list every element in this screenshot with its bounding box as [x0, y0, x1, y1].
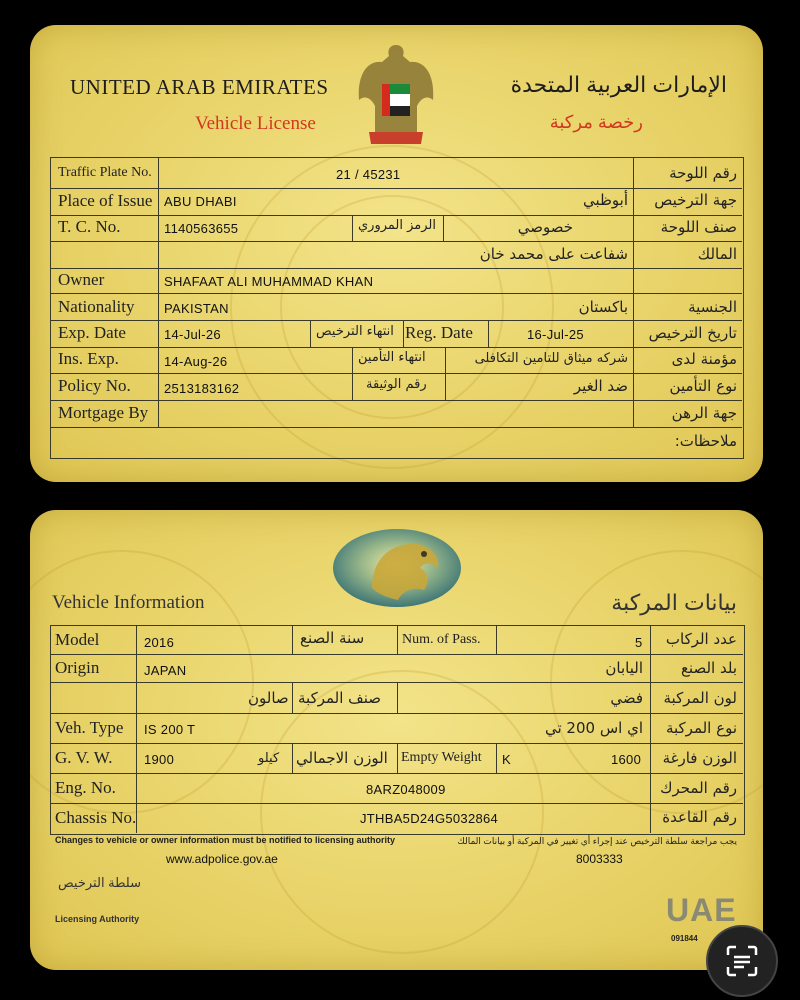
model-year: 2016	[144, 635, 175, 650]
passengers-label-en: Num. of Pass.	[402, 632, 481, 647]
license-front-card	[30, 25, 763, 482]
vehicle-class-label-ar: صنف المركبة	[298, 689, 381, 707]
chassis-label-ar: رقم القاعدة	[662, 808, 737, 826]
empty-weight-unit: K	[502, 752, 511, 767]
gvw-label-en: G. V. W.	[55, 748, 113, 767]
license-title-ar: رخصة مركبة	[549, 112, 643, 132]
gvw-value: 1900	[144, 752, 175, 767]
authority-label-ar: سلطة الترخيص	[58, 875, 141, 890]
chassis-label-en: Chassis No.	[55, 808, 137, 827]
scan-text-button[interactable]	[706, 925, 778, 997]
exp-date: 14-Jul-26	[164, 327, 221, 342]
tc-label-en: T. C. No.	[58, 217, 121, 236]
uae-mark: UAE	[666, 892, 737, 928]
notes-label-ar: ملاحظات:	[674, 432, 737, 450]
plate-label-en: Traffic Plate No.	[58, 165, 152, 180]
plate-class-label-ar: صنف اللوحة	[660, 218, 737, 236]
reg-date-label-en: Reg. Date	[405, 323, 473, 342]
policy-type-ar: ضد الغير	[573, 377, 628, 395]
place-of-issue-ar: أبوظبي	[582, 191, 628, 209]
notice-en: Changes to vehicle or owner information must be notified to licensing authority	[55, 835, 396, 845]
empty-weight-label-en: Empty Weight	[401, 750, 482, 765]
insurer-label-ar: مؤمنة لدى	[671, 350, 737, 368]
place-label-en: Place of Issue	[58, 191, 153, 210]
country-name-ar: الإمارات العربية المتحدة	[510, 72, 727, 97]
manufacture-year-label-ar: سنة الصنع	[300, 629, 365, 647]
insurance-expiry-label-ar: انتهاء التأمين	[358, 350, 426, 365]
passengers-count: 5	[635, 635, 643, 650]
owner-name-en: SHAFAAT ALI MUHAMMAD KHAN	[164, 274, 374, 289]
origin-en: JAPAN	[144, 663, 187, 678]
notice-ar: يجب مراجعة سلطة الترخيص عند إجراء أي تغيير في المركبة أو بيانات المالك	[457, 836, 737, 846]
nationality-en: PAKISTAN	[164, 301, 229, 316]
owner-label-ar: المالك	[697, 245, 737, 263]
origin-label-ar: بلد الصنع	[680, 659, 737, 677]
origin-ar: اليابان	[605, 659, 643, 677]
vehicle-type-en: IS 200 T	[144, 722, 196, 737]
engine-label-ar: رقم المحرك	[660, 779, 737, 797]
nationality-label-ar: الجنسية	[688, 298, 737, 316]
vehicle-color-ar: فضي	[610, 689, 643, 707]
vehicle-type-ar: اي اس 200 تي	[544, 719, 643, 737]
plate-class-ar: خصوصي	[517, 218, 573, 236]
license-expiry-label-ar: انتهاء الترخيص	[316, 324, 394, 339]
policy-number-label-ar: رقم الوثيقة	[366, 377, 427, 392]
section-title-ar: بيانات المركبة	[611, 590, 737, 615]
tc-number: 1140563655	[164, 221, 239, 236]
falcon-hologram-icon	[332, 528, 462, 608]
ins-exp-label-en: Ins. Exp.	[58, 349, 119, 368]
gross-weight-label-ar: الوزن الاجمالي	[296, 749, 388, 767]
plate-label-ar: رقم اللوحة	[669, 164, 737, 182]
owner-name-ar: شفاعت على محمد خان	[479, 245, 628, 263]
license-back-card	[30, 510, 763, 970]
empty-weight-label-ar: الوزن فارغة	[662, 749, 737, 767]
engine-label-en: Eng. No.	[55, 778, 116, 797]
chassis-number: JTHBA5D24G5032864	[360, 811, 499, 826]
scan-text-icon	[708, 927, 776, 995]
nationality-ar: باكستان	[578, 298, 628, 316]
empty-weight-value: 1600	[611, 752, 642, 767]
model-label-en: Model	[55, 630, 100, 649]
passengers-label-ar: عدد الركاب	[665, 630, 737, 648]
place-label-ar: جهة الترخيص	[654, 191, 737, 209]
license-title-en: Vehicle License	[195, 113, 316, 134]
exp-date-label-en: Exp. Date	[58, 323, 126, 342]
reg-date: 16-Jul-25	[527, 327, 584, 342]
reg-date-label-ar: تاريخ الترخيص	[648, 324, 737, 342]
policy-type-label-ar: نوع التأمين	[669, 377, 737, 395]
policy-number: 2513183162	[164, 381, 240, 396]
vehicle-type-label-ar: نوع المركبة	[665, 719, 737, 737]
card-serial: 091844	[671, 934, 698, 943]
place-of-issue-en: ABU DHABI	[164, 194, 237, 209]
engine-number: 8ARZ048009	[366, 782, 446, 797]
website-link[interactable]: www.adpolice.gov.ae	[166, 852, 278, 866]
traffic-code-label-ar: الرمز المروري	[358, 218, 437, 233]
vehicle-color-label-ar: لون المركبة	[663, 689, 737, 707]
gvw-unit-ar: كيلو	[258, 751, 280, 766]
phone-number: 8003333	[576, 852, 623, 866]
owner-label-en: Owner	[58, 270, 105, 289]
insurer-ar: شركه ميثاق للتامين التكافلى	[474, 351, 628, 366]
section-title-en: Vehicle Information	[52, 592, 205, 613]
ins-exp-date: 14-Aug-26	[164, 354, 228, 369]
nationality-label-en: Nationality	[58, 297, 135, 316]
origin-label-en: Origin	[55, 658, 100, 677]
license-table	[50, 157, 744, 459]
mortgage-label-en: Mortgage By	[58, 403, 149, 422]
mortgage-label-ar: جهة الرهن	[671, 404, 737, 422]
country-name-en: UNITED ARAB EMIRATES	[70, 75, 329, 99]
uae-emblem-icon	[355, 40, 437, 150]
policy-label-en: Policy No.	[58, 376, 131, 395]
authority-label-en: Licensing Authority	[55, 914, 140, 924]
vehicle-class-ar: صالون	[248, 689, 289, 707]
plate-number: 21 / 45231	[336, 167, 401, 182]
vehicle-type-label-en: Veh. Type	[55, 718, 124, 737]
